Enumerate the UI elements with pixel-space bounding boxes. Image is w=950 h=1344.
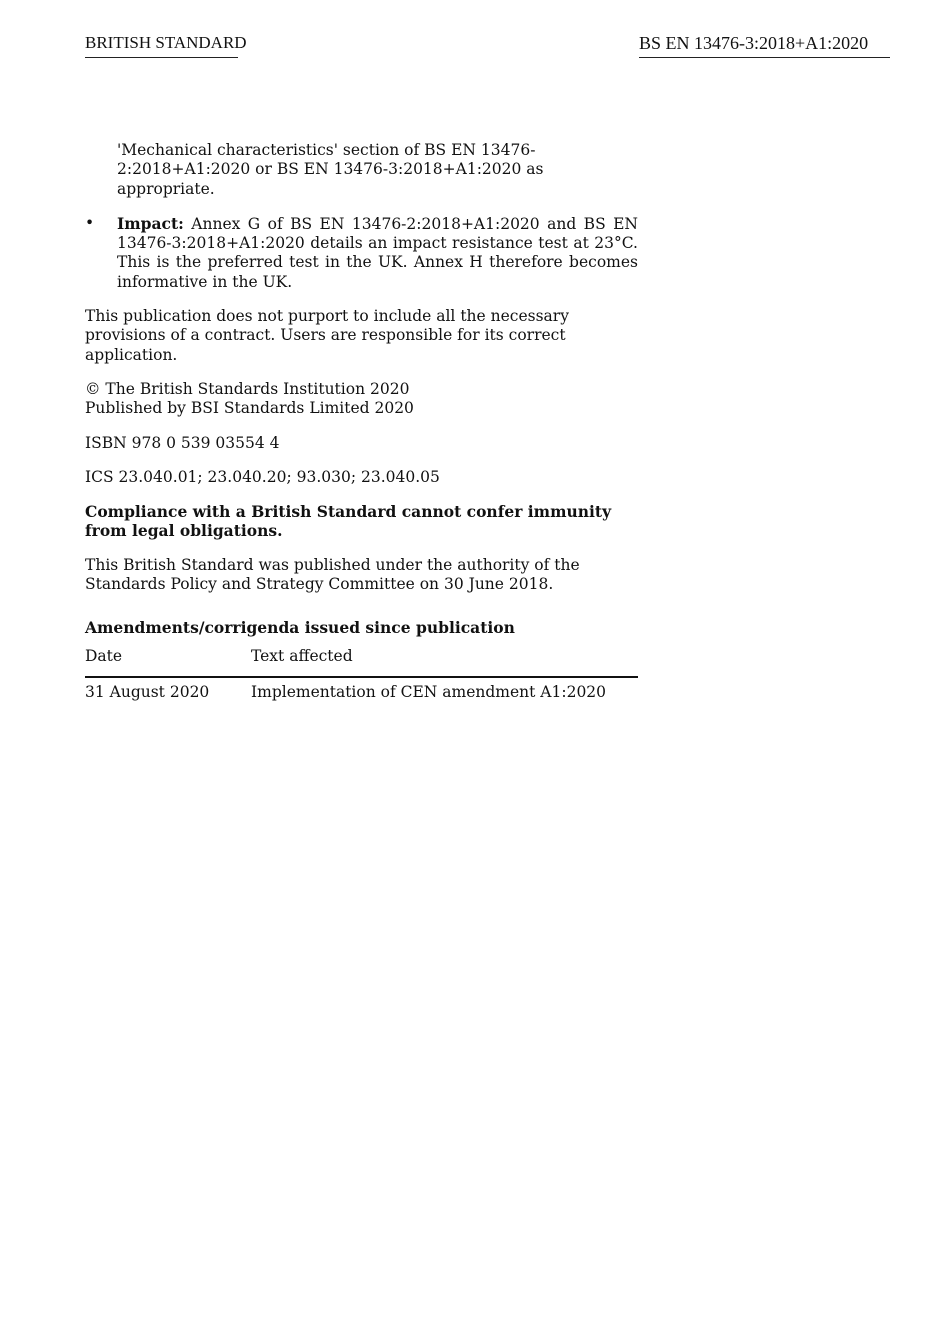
disclaimer-paragraph: This publication does not purport to include all the necessary provisions of a contract. Users are responsible for its correct application. (85, 307, 569, 364)
amendments-table (85, 647, 638, 703)
amendment-text: Implementation of CEN amendment A1:2020 (251, 682, 607, 701)
page-content (85, 141, 638, 702)
copyright-block (85, 380, 638, 419)
authority-line-1: This British Standard was published under the authority of the (85, 555, 580, 574)
bullet-dot-icon: • (85, 213, 95, 232)
header-standard-number: BS EN 13476-3:2018+A1:2020 (639, 33, 890, 58)
column-header-date: Date (85, 647, 251, 677)
header-standard-label: BRITISH STANDARD (85, 33, 238, 58)
isbn-line: ISBN 978 0 539 03554 4 (85, 433, 280, 452)
column-header-text-affected: Text affected (251, 647, 638, 677)
table-row (85, 677, 638, 702)
ics-line: ICS 23.040.01; 23.040.20; 93.030; 23.040.05 (85, 467, 440, 486)
authority-paragraph (85, 556, 638, 595)
impact-bullet (85, 214, 638, 292)
amendment-date: 31 August 2020 (85, 682, 210, 701)
authority-line-2: Standards Policy and Strategy Committee on 30 June 2018. (85, 575, 554, 594)
published-line: Published by BSI Standards Limited 2020 (85, 399, 414, 418)
bullet-text: Annex G of BS EN 13476-2:2018+A1:2020 and BS EN 13476-3:2018+A1:2020 details an impact resistance test at 23°C. This is the preferred test in the UK. Annex H therefore becomes informative in the UK. (117, 214, 638, 291)
continuation-paragraph: 'Mechanical characteristics' section of BS EN 13476-2:2018+A1:2020 or BS EN 13476-3:2018+A1:2020 as appropriate. (117, 141, 544, 198)
amendments-header-row (85, 647, 638, 677)
copyright-line: © The British Standards Institution 2020 (85, 379, 410, 398)
bullet-label: Impact: (117, 213, 184, 233)
compliance-statement: Compliance with a British Standard cannot confer immunity from legal obligations. (85, 502, 612, 541)
amendments-title: Amendments/corrigenda issued since publication (85, 618, 515, 638)
